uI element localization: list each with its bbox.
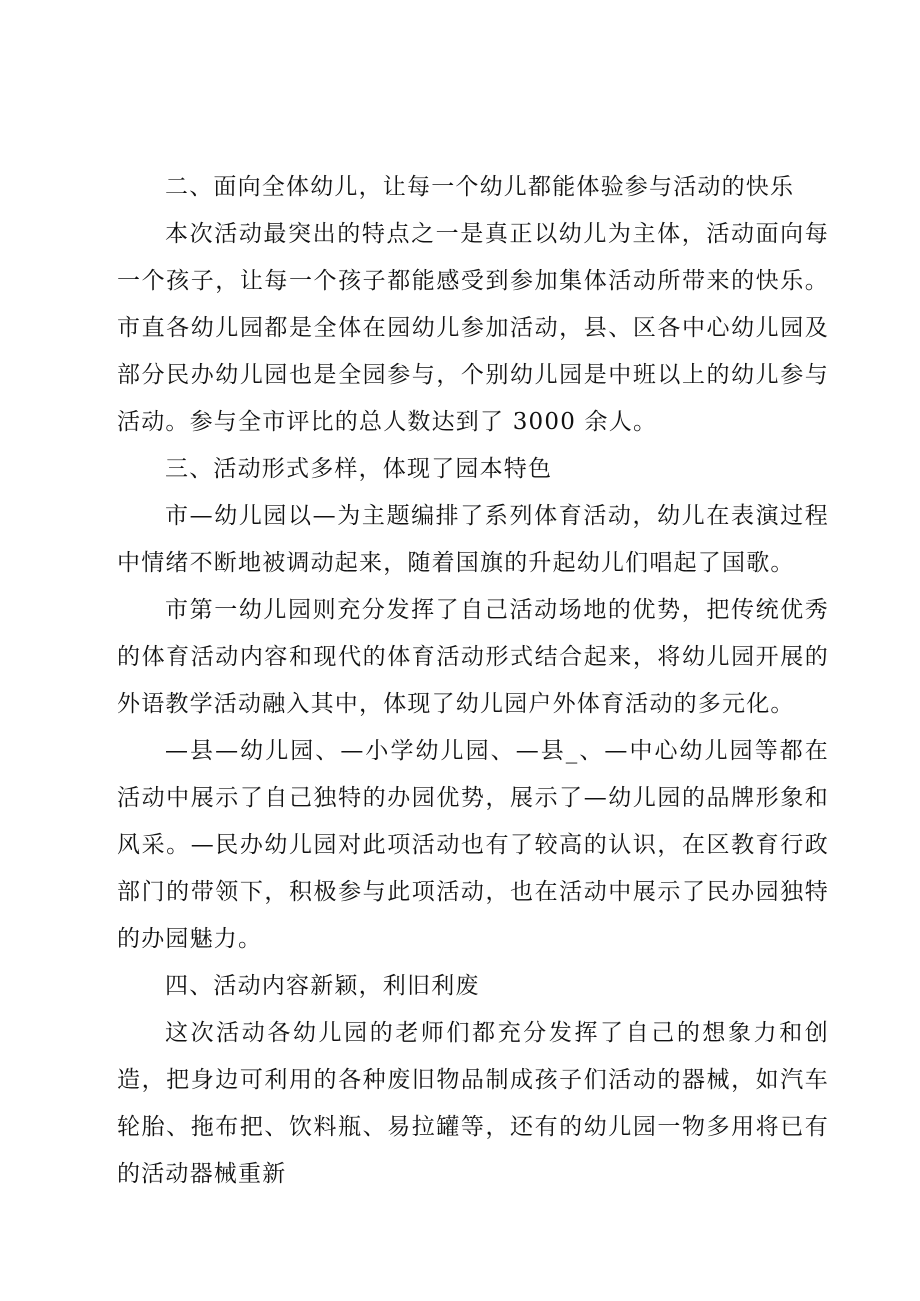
section-heading-4: 四、活动内容新颖，利旧利废 xyxy=(165,973,480,999)
paragraph-3-3: —县—幼儿园、—小学幼儿园、—县_、—中心幼儿园等都在活动中展示了自己独特的办园优势，展示了—幼儿园的品牌形象和风采。—民办幼儿园对此项活动也有了较高的认识，在区教育行政部门的带领下，积极参与此项活动，也在活动中展示了民办园独特的办园魅力。 xyxy=(117,738,829,952)
section-heading-3: 三、活动形式多样，体现了园本特色 xyxy=(165,456,553,482)
section-heading-2: 二、面向全体幼儿，让每一个幼儿都能体验参与活动的快乐 xyxy=(165,174,795,200)
paragraph-3-1: 市—幼儿园以—为主题编排了系列体育活动，幼儿在表演过程中情绪不断地被调动起来，随着国旗的升起幼儿们唱起了国歌。 xyxy=(117,503,829,576)
paragraph-4-1: 这次活动各幼儿园的老师们都充分发挥了自己的想象力和创造，把身边可利用的各种废旧物品制成孩子们活动的器械，如汽车轮胎、拖布把、饮料瓶、易拉罐等，还有的幼儿园一物多用将已有的活动器械重新 xyxy=(117,1020,829,1187)
paragraph-3-2: 市第一幼儿园则充分发挥了自己活动场地的优势，把传统优秀的体育活动内容和现代的体育活动形式结合起来，将幼儿园开展的外语教学活动融入其中，体现了幼儿园户外体育活动的多元化。 xyxy=(117,597,829,717)
document-body xyxy=(117,164,829,1198)
paragraph-2-1: 本次活动最突出的特点之一是真正以幼儿为主体，活动面向每一个孩子，让每一个孩子都能感受到参加集体活动所带来的快乐。市直各幼儿园都是全体在园幼儿参加活动，县、区各中心幼儿园及部分民办幼儿园也是全园参与，个别幼儿园是中班以上的幼儿参与活动。参与全市评比的总人数达到了 3000 余人。 xyxy=(117,221,829,435)
